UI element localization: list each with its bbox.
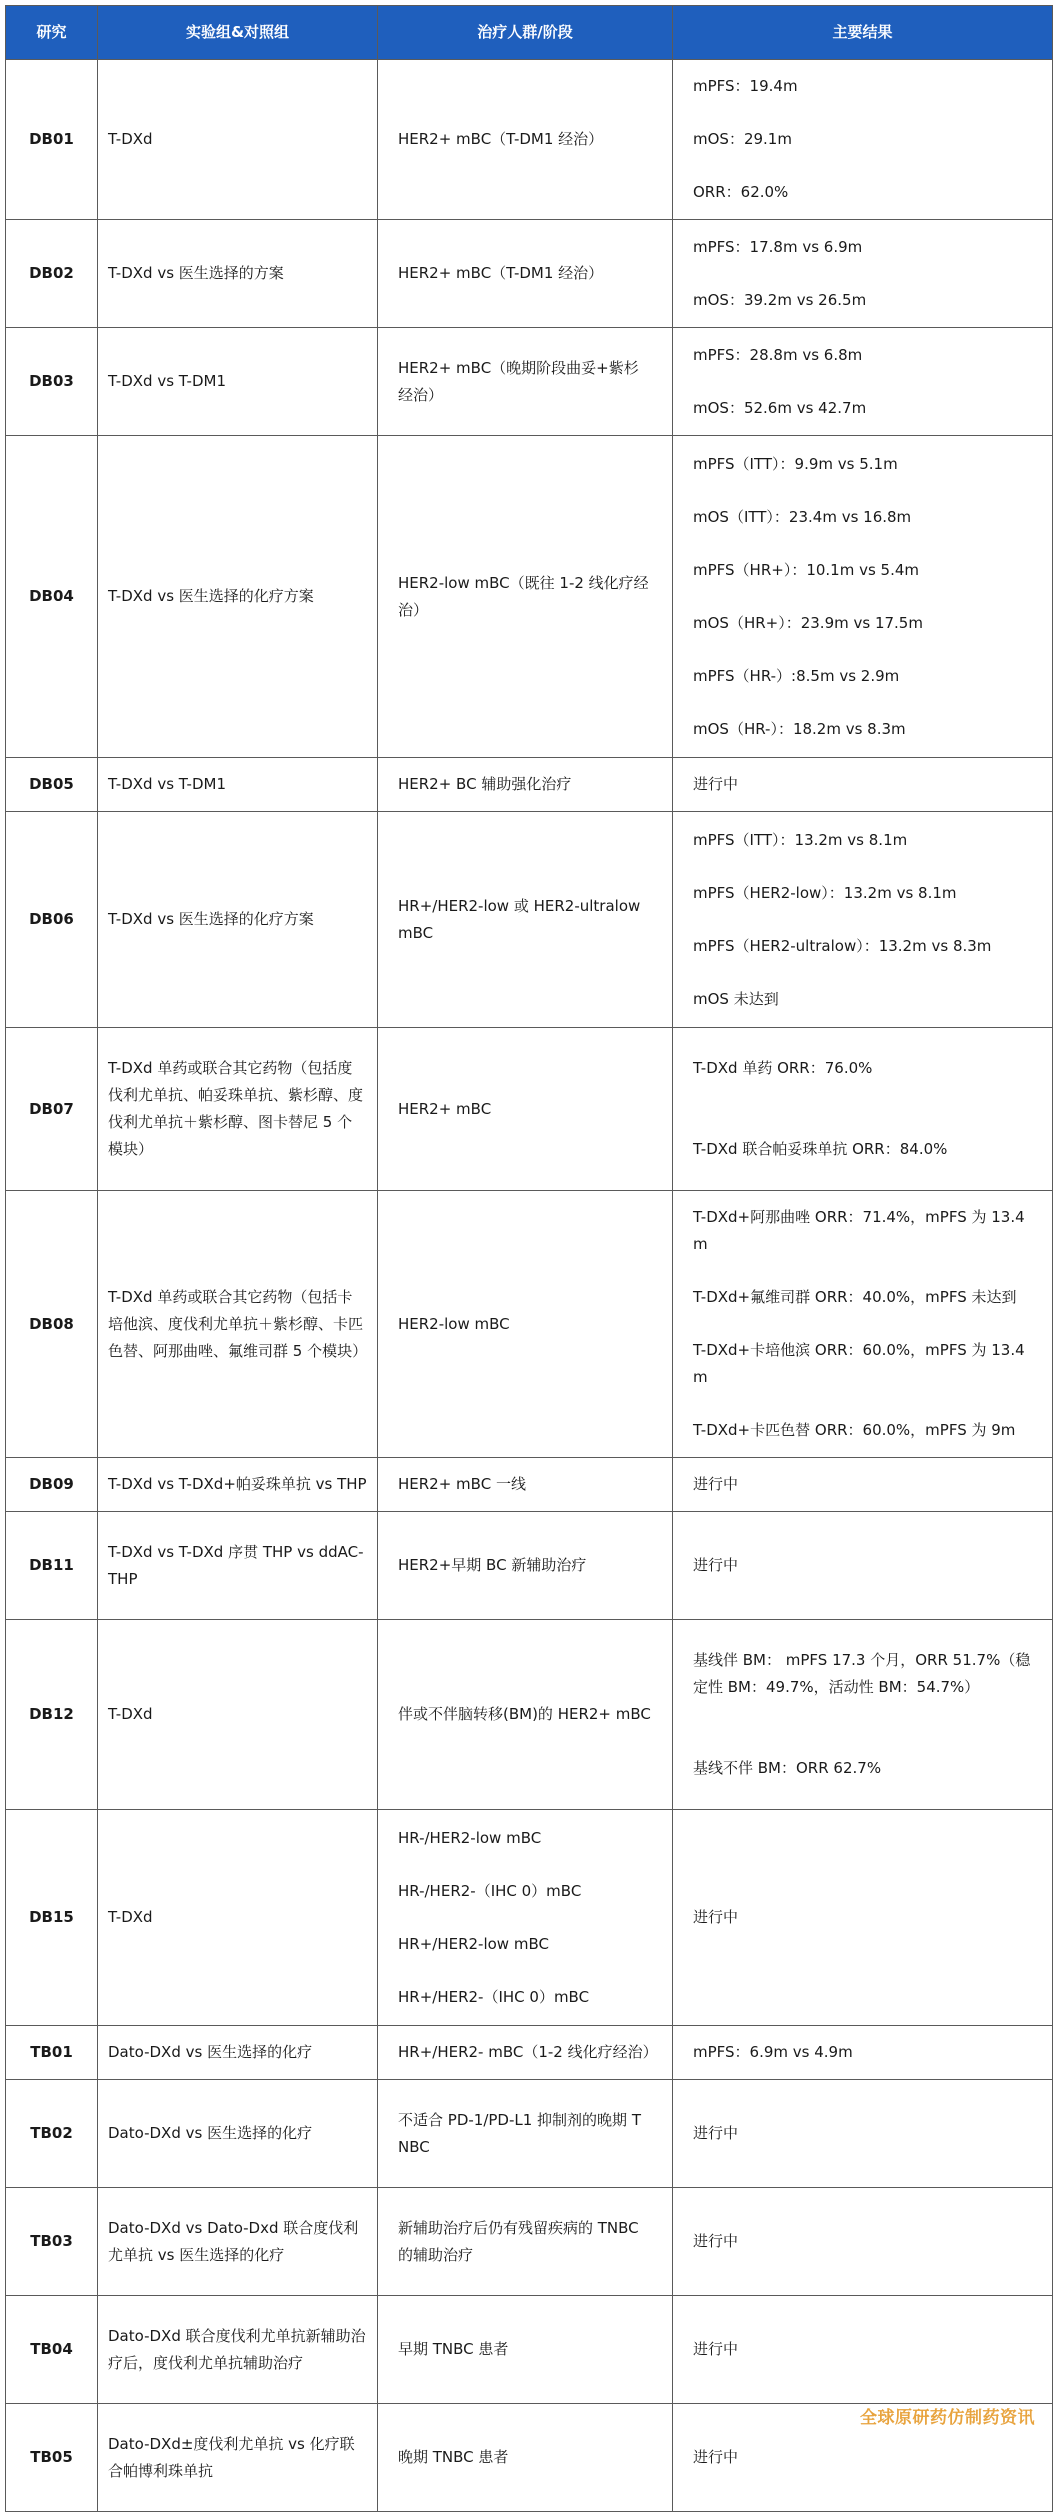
population-line: HER2+ mBC（晚期阶段曲妥+紫杉经治）: [398, 358, 639, 404]
result-line: 进行中: [693, 1908, 739, 1926]
result-line: mOS（ITT）：23.4m vs 16.8m: [693, 507, 912, 526]
population-line: 晚期 TNBC 患者: [398, 2448, 509, 2466]
cell-population: [378, 1458, 673, 1512]
cell-arms: Dato-DXd±度伐利尤单抗 vs 化疗联合帕博利珠单抗: [98, 2404, 378, 2512]
result-line: T-DXd 联合帕妥珠单抗 ORR：84.0%: [693, 1140, 948, 1158]
cell-arms: T-DXd vs 医生选择的方案: [98, 220, 378, 328]
cell-study: DB02: [6, 220, 98, 328]
result-line: 进行中: [693, 775, 739, 793]
result-line: mOS：29.1m: [693, 130, 792, 148]
result-line: 基线不伴 BM：ORR 62.7%: [693, 1759, 882, 1777]
table-row: [6, 2026, 1053, 2080]
cell-results: [673, 220, 1053, 328]
cell-study: DB04: [6, 436, 98, 758]
result-line: 进行中: [693, 1475, 739, 1493]
cell-arms: T-DXd: [98, 1810, 378, 2026]
table-row: [6, 2188, 1053, 2296]
table-row: [6, 758, 1053, 812]
table-row: [6, 1810, 1053, 2026]
table-row: [6, 1620, 1053, 1810]
cell-study: TB01: [6, 2026, 98, 2080]
population-line: HER2+ BC 辅助强化治疗: [398, 775, 572, 793]
table-row: [6, 2296, 1053, 2404]
cell-population: [378, 1028, 673, 1191]
result-line: T-DXd+卡培他滨 ORR：60.0%，mPFS 为 13.4m: [693, 1341, 1025, 1386]
population-line: 不适合 PD-1/PD-L1 抑制剂的晚期 TNBC: [398, 2110, 641, 2156]
cell-population: [378, 328, 673, 436]
result-line: mOS 未达到: [693, 989, 779, 1008]
cell-population: [378, 436, 673, 758]
result-line: mPFS：6.9m vs 4.9m: [693, 2043, 853, 2061]
cell-population: [378, 2026, 673, 2080]
cell-population: [378, 758, 673, 812]
cell-arms: Dato-DXd 联合度伐利尤单抗新辅助治疗后，度伐利尤单抗辅助治疗: [98, 2296, 378, 2404]
cell-results: [673, 2026, 1053, 2080]
population-line: HR+/HER2-low mBC: [398, 1934, 549, 1953]
cell-arms: T-DXd vs 医生选择的化疗方案: [98, 812, 378, 1028]
result-line: mPFS：28.8m vs 6.8m: [693, 345, 863, 364]
result-line: T-DXd+氟维司群 ORR：40.0%，mPFS 未达到: [693, 1288, 1017, 1306]
table-row: [6, 1028, 1053, 1191]
table-row: [6, 1458, 1053, 1512]
cell-population: [378, 2188, 673, 2296]
result-line: 进行中: [693, 2448, 739, 2466]
result-line: mPFS（HER2-ultralow）：13.2m vs 8.3m: [693, 936, 992, 955]
cell-results: [673, 2080, 1053, 2188]
population-line: HER2-low mBC（既往 1-2 线化疗经治）: [398, 573, 649, 619]
table-row: [6, 1191, 1053, 1458]
result-line: T-DXd+卡匹色替 ORR：60.0%，mPFS 为 9m: [693, 1421, 1016, 1439]
population-line: HER2+ mBC: [398, 1099, 492, 1118]
cell-results: [673, 436, 1053, 758]
cell-results: [673, 1191, 1053, 1458]
table-row: [6, 812, 1053, 1028]
cell-study: DB03: [6, 328, 98, 436]
cell-study: DB12: [6, 1620, 98, 1810]
population-line: HER2+ mBC 一线: [398, 1475, 526, 1493]
cell-arms: T-DXd vs T-DM1: [98, 758, 378, 812]
cell-results: [673, 812, 1053, 1028]
result-line: 进行中: [693, 2340, 739, 2358]
cell-study: DB15: [6, 1810, 98, 2026]
result-line: 进行中: [693, 1556, 739, 1574]
population-line: 伴或不伴脑转移(BM)的 HER2+ mBC: [398, 1705, 651, 1723]
header-study: 研究: [6, 6, 98, 60]
cell-population: [378, 1810, 673, 2026]
population-line: HR+/HER2-（IHC 0）mBC: [398, 1987, 590, 2006]
table-row: [6, 220, 1053, 328]
header-population: 治疗人群/阶段: [378, 6, 673, 60]
cell-results: [673, 1512, 1053, 1620]
cell-study: TB03: [6, 2188, 98, 2296]
result-line: T-DXd+阿那曲唑 ORR：71.4%，mPFS 为 13.4m: [693, 1208, 1025, 1253]
cell-results: [673, 2188, 1053, 2296]
population-line: HR+/HER2-low 或 HER2-ultralow mBC: [398, 896, 641, 942]
cell-study: DB05: [6, 758, 98, 812]
cell-arms: Dato-DXd vs Dato-Dxd 联合度伐利尤单抗 vs 医生选择的化疗: [98, 2188, 378, 2296]
population-line: 新辅助治疗后仍有残留疾病的 TNBC 的辅助治疗: [398, 2218, 639, 2264]
table-header-row: [6, 6, 1053, 60]
cell-population: [378, 220, 673, 328]
cell-arms: Dato-DXd vs 医生选择的化疗: [98, 2080, 378, 2188]
cell-arms: T-DXd vs T-DXd+帕妥珠单抗 vs THP: [98, 1458, 378, 1512]
cell-study: TB02: [6, 2080, 98, 2188]
cell-arms: T-DXd: [98, 1620, 378, 1810]
result-line: mPFS：17.8m vs 6.9m: [693, 237, 863, 256]
cell-study: DB07: [6, 1028, 98, 1191]
cell-study: DB11: [6, 1512, 98, 1620]
population-line: HER2+ mBC（T-DM1 经治）: [398, 264, 604, 282]
table-row: [6, 60, 1053, 220]
cell-population: [378, 2404, 673, 2512]
cell-results: [673, 2296, 1053, 2404]
cell-population: [378, 1512, 673, 1620]
cell-arms: T-DXd vs T-DXd 序贯 THP vs ddAC-THP: [98, 1512, 378, 1620]
table-row: [6, 1512, 1053, 1620]
cell-study: DB08: [6, 1191, 98, 1458]
result-line: mOS（HR-）：18.2m vs 8.3m: [693, 719, 906, 738]
cell-arms: T-DXd 单药或联合其它药物（包括度伐利尤单抗、帕妥珠单抗、紫杉醇、度伐利尤单抗＋紫杉醇、图卡替尼 5 个模块）: [98, 1028, 378, 1191]
watermark-text: 全球原研药仿制药资讯: [860, 2408, 1035, 2428]
table-row: [6, 328, 1053, 436]
result-line: mOS（HR+）：23.9m vs 17.5m: [693, 613, 923, 632]
cell-study: DB06: [6, 812, 98, 1028]
cell-arms: T-DXd vs 医生选择的化疗方案: [98, 436, 378, 758]
cell-arms: T-DXd vs T-DM1: [98, 328, 378, 436]
cell-results: [673, 1028, 1053, 1191]
cell-study: TB05: [6, 2404, 98, 2512]
cell-population: [378, 1191, 673, 1458]
result-line: mPFS（HER2-low）：13.2m vs 8.1m: [693, 883, 957, 902]
cell-population: [378, 2080, 673, 2188]
result-line: 进行中: [693, 2124, 739, 2142]
population-line: HER2+早期 BC 新辅助治疗: [398, 1556, 587, 1574]
population-line: HR-/HER2-（IHC 0）mBC: [398, 1881, 582, 1900]
cell-results: [673, 1458, 1053, 1512]
cell-population: [378, 1620, 673, 1810]
result-line: mPFS（HR+）：10.1m vs 5.4m: [693, 560, 920, 579]
cell-results: [673, 328, 1053, 436]
population-line: HER2+ mBC（T-DM1 经治）: [398, 130, 604, 148]
population-line: HER2-low mBC: [398, 1314, 510, 1333]
result-line: mOS：52.6m vs 42.7m: [693, 398, 867, 417]
cell-arms: Dato-DXd vs 医生选择的化疗: [98, 2026, 378, 2080]
cell-population: [378, 2296, 673, 2404]
cell-results: [673, 60, 1053, 220]
result-line: ORR：62.0%: [693, 183, 789, 201]
trial-results-table: [5, 5, 1053, 2512]
result-line: 基线伴 BM： mPFS 17.3 个月，ORR 51.7%（稳定性 BM：49.7%，活动性 BM：54.7%）: [693, 1651, 1031, 1696]
cell-arms: T-DXd: [98, 60, 378, 220]
population-line: 早期 TNBC 患者: [398, 2340, 509, 2358]
table-row: [6, 2080, 1053, 2188]
result-line: mPFS（HR-）:8.5m vs 2.9m: [693, 666, 900, 685]
header-arms: 实验组&对照组: [98, 6, 378, 60]
result-line: T-DXd 单药 ORR：76.0%: [693, 1059, 873, 1077]
header-results: 主要结果: [673, 6, 1053, 60]
result-line: mPFS：19.4m: [693, 77, 798, 95]
cell-results: [673, 758, 1053, 812]
table-body: [6, 60, 1053, 2512]
result-line: mPFS（ITT）：9.9m vs 5.1m: [693, 454, 898, 473]
population-line: HR+/HER2- mBC（1-2 线化疗经治）: [398, 2043, 658, 2061]
cell-results: [673, 1620, 1053, 1810]
cell-arms: T-DXd 单药或联合其它药物（包括卡培他滨、度伐利尤单抗＋紫杉醇、卡匹色替、阿那曲唑、氟维司群 5 个模块）: [98, 1191, 378, 1458]
table-row: [6, 436, 1053, 758]
cell-population: [378, 812, 673, 1028]
cell-study: DB01: [6, 60, 98, 220]
population-line: HR-/HER2-low mBC: [398, 1828, 542, 1847]
result-line: mPFS（ITT）：13.2m vs 8.1m: [693, 830, 908, 849]
cell-study: DB09: [6, 1458, 98, 1512]
cell-results: [673, 1810, 1053, 2026]
cell-population: [378, 60, 673, 220]
result-line: 进行中: [693, 2232, 739, 2250]
cell-study: TB04: [6, 2296, 98, 2404]
result-line: mOS：39.2m vs 26.5m: [693, 290, 867, 309]
